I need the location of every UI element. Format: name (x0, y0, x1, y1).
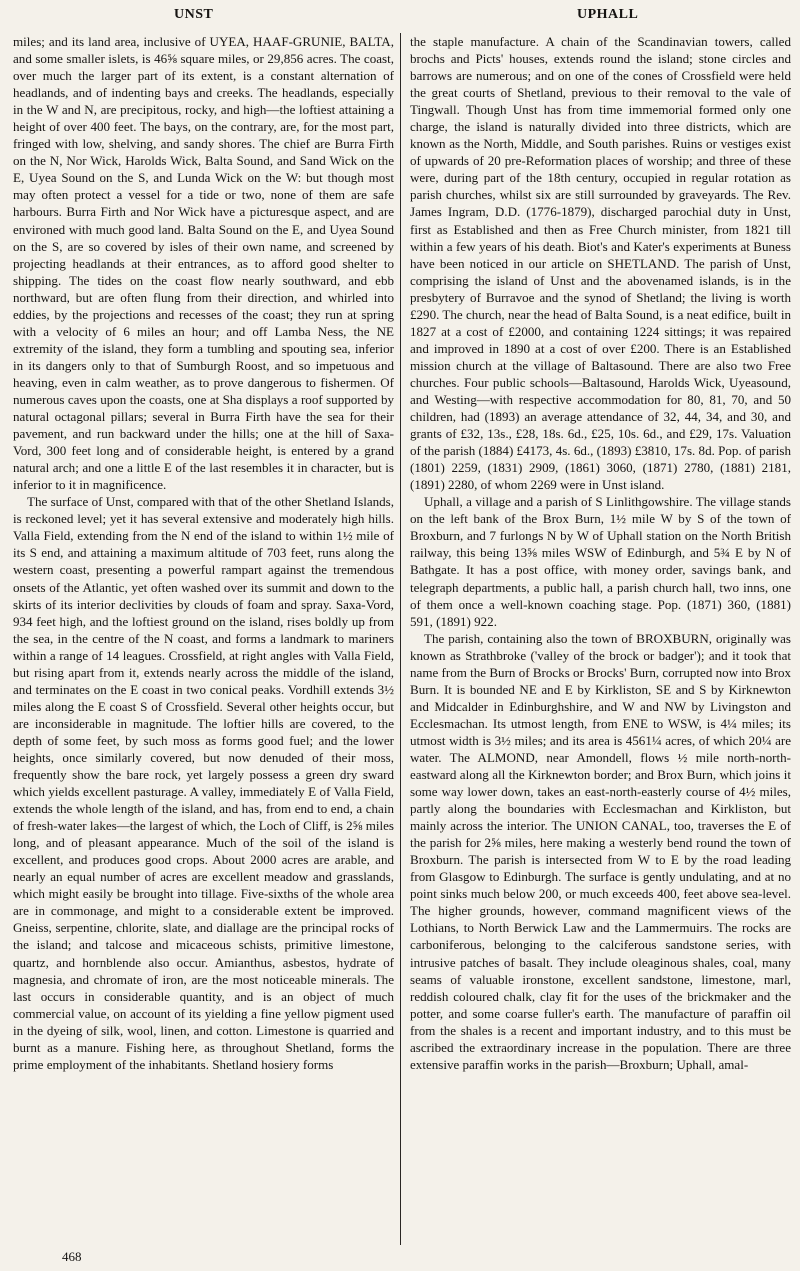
right-column (410, 33, 791, 1245)
unst-surface-paragraph: The surface of Unst, compared with that of the other Shetland Islands, is reckoned level; yet it has several extensive and moderately high hills. Valla Field, extending from the N end of the island to within 1½ mile of its S end, and attaining a maximum altitude of 703 feet, runs along the western coast, presenting a powerful rampart against the tremendous onsets of the Atlantic, yet often washed over its summit and down to the skirts of its interior declivities by clouds of foam and spray. Saxa-Vord, 934 feet high, and the loftiest ground on the island, rises boldly up from the sea, in the centre of the N coast, and forms a landmark to mariners within a range of 14 leagues. Crossfield, at right angles with Valla Field, but rising apart from it, extends nearly across the middle of the island, and terminates on the E coast in two conical peaks. Vordhill extends 3½ miles along the E coast S of Crossfield. Several other heights occur, but are inconsiderable in magnitude. The loftier hills are covered, to the depth of some feet, by such moss as forms good fuel; and the lower heights, once similarly covered, but now denuded of their moss, frequently show the bare rock, yet largely possess a green dry sward which yields excellent pasturage. A valley, immediately E of Valla Field, extends the whole length of the island, and has, from end to end, a chain of fresh-water lakes—the largest of which, the Loch of Cliff, is 2⅝ miles long, and of pleasant appearance. Much of the soil of the island is excellent, and produces good crops. About 2000 acres are arable, and nearly an equal number of acres are excellent meadow and grasslands, which might easily be brought into tillage. Five-sixths of the whole area are in commonage, and might to a considerable extent be improved. Gneiss, serpentine, chlorite, slate, and diallage are the principal rocks of the island; and talcose and micaceous schists, primitive limestone, quartz, and hornblende also occur. Amianthus, asbestos, hydrate of magnesia, and chromate of iron, are the most noticeable minerals. The last occurs in considerable quantity, and is an object of much commercial value, on account of its yielding a fine yellow pigment used in the dyeing of silk, wool, linen, and cotton. Limestone is quarried and burnt as a manure. Fishing here, as throughout Shetland, forms the prime employment of the inhabitants. Shetland hosiery forms (13, 494, 394, 1072)
running-headers (0, 7, 800, 29)
unst-coast-paragraph: miles; and its land area, inclusive of UYEA, HAAF-GRUNIE, BALTA, and some smaller islets, is 46⅝ square miles, or 29,856 acres. The coast, over much the larger part of its extent, is a constant alternation of headlands, and of indenting bays and creeks. The headlands, especially in the W and N, are precipitous, rocky, and high—the loftiest attaining a height of over 400 feet. The bays, on the contrary, are, for the most part, fringed with low, shelving, and sandy shores. The chief are Burra Firth on the N, Nor Wick, Harolds Wick, Balta Sound, and Sand Wick on the E, Uyea Sound on the S, and Lunda Wick on the W: but though most may often protect a vessel for a tide or two, none of them are safe harbours. Burra Firth and Nor Wick have a picturesque aspect, and are environed with much good land. Balta Sound on the E, and Uyea Sound on the S, are so covered by isles of their own name, and screened by projecting headlands at their entrances, as to afford good shelter to shipping. The tides on the coast flow nearly southward, and ebb northward, but are often flung from their direction, and whirled into eddies, by the projections and recesses of the coast; they run at spring with a velocity of 6 miles an hour; and off Lamba Ness, the NE extremity of the island, they form a tumbling and spouting sea, inferior in its dangers only to that of Sumburgh Roost, and so impetuous and heaving, even in calm weather, as to prove dangerous to fishermen. Of numerous caves upon the coasts, one at Sha displays a roof supported by natural octagonal pillars; several in Burra Firth have the sea for their pavement, and run backward under the hills; one at the hill of Saxa-Vord, 300 feet long and of considerable height, is entered by a grand natural arch; and one a little E of the last resembles it in character, but is inferior to it in magnificence. (13, 34, 394, 493)
running-header-left: UNST (174, 7, 214, 22)
running-header-right: UPHALL (577, 7, 639, 22)
page-number: 468 (62, 1249, 82, 1264)
uphall-entry-paragraph: Uphall, a village and a parish of S Linlithgowshire. The village stands on the left bank of the Brox Burn, 1½ mile W by S of the town of Broxburn, and 7 furlongs N by W of Uphall station on the North British railway, this being 13⅝ miles WSW of Edinburgh, and 5¾ E by N of Bathgate. It has a post office, with money order, savings bank, and telegraph departments, a public hall, a parish church hall, two inns, one of them once a well-known coaching stage. Pop. (1871) 360, (1881) 591, (1891) 922. (410, 494, 791, 629)
uphall-parish-paragraph: The parish, containing also the town of BROXBURN, originally was known as Strathbroke ('valley of the brock or badger'); and it took that name from the Burn of Brocks or Brocks' Burn, corrupted now into Brox Burn. It is bounded NE and E by Kirkliston, SE and S by Kirknewton and Midcalder in Edinburghshire, and W and NW by Livingston and Ecclesmachan. Its utmost length, from ENE to WSW, is 4¼ miles; its utmost width is 3½ miles; and its area is 4561¼ acres, of which 20¼ are water. The ALMOND, near Amondell, flows ½ mile north-north-eastward along all the Kirknewton border; and Brox Burn, which joins it some way lower down, takes an east-north-easterly course of 4½ miles, partly along the boundaries with Ecclesmachan and Kirkliston, but mainly across the interior. The UNION CANAL, too, traverses the E of the parish for 2⅝ miles, here making a westerly bend round the town of Broxburn. The parish is intersected from W to E by the road leading from Glasgow to Edinburgh. The surface is gently undulating, and at no point sinks much below 200, or much exceeds 400, feet above sea-level. The higher grounds, however, command magnificent views of the Lothians, to North Berwick Law and the Lammermuirs. The rocks are carboniferous, belonging to the calciferous sandstone series, with intrusive patches of basalt. They include oleaginous shales, coal, many seams of valuable ironstone, excellent sandstone, limestone, marl, reddish coloured chalk, clay fit for the uses of the brickmaker and the potter, and some coarse fuller's earth. The manufacture of paraffin oil from the shales is a recent and important industry, and to this must be ascribed the extraordinary increase in the population. There are three extensive paraffin works in the parish—Broxburn; Uphall, amal- (410, 630, 791, 1072)
column-divider (400, 33, 401, 1245)
unst-antiquities-paragraph: the staple manufacture. A chain of the Scandinavian towers, called brochs and Picts' houses, extends round the island; stone circles and barrows are numerous; and on one of the cones of Crossfield were held the great courts of Shetland, previous to their removal to the vale of Tingwall. Though Unst has from time immemorial formed only one charge, the island is naturally divided into three districts, which are known as the North, Middle, and South parishes. Ruins or vestiges exist of upwards of 20 pre-Reformation places of worship; and three of these were, during part of the 18th century, occupied in regular rotation as parish churches, whilst six are still surrounded by graveyards. The Rev. James Ingram, D.D. (1776-1879), discharged parochial duty in Unst, first as Established and then as Free Church minister, from 1821 till within a few years of his death. Biot's and Kater's experiments at Buness have been noticed in our article on SHETLAND. The parish of Unst, comprising the island of Unst and the abovenamed islands, is in the presbytery of Burravoe and the synod of Shetland; the living is worth £290. The church, near the head of Balta Sound, is a neat edifice, built in 1827 at a cost of £2000, and containing 1224 sittings; it was repaired and improved in 1890 at a cost of over £200. There is an Established mission church at the village of Baltasound. There are also two Free churches. Four public schools—Baltasound, Harolds Wick, Uyeasound, and Westing—with respective accommodation for 80, 81, 70, and 50 children, had (1893) an average attendance of 32, 44, 34, and 30, and grants of £32, 13s., £28, 18s. 6d., £25, 10s. 6d., and £29, 17s. Valuation of the parish (1884) £4173, 4s. 6d., (1893) £3810, 17s. 8d. Pop. of parish (1801) 2259, (1831) 2909, (1861) 3060, (1871) 2780, (1881) 2181, (1891) 2280, of whom 2269 were in Unst island. (410, 34, 791, 493)
left-column (13, 33, 394, 1245)
